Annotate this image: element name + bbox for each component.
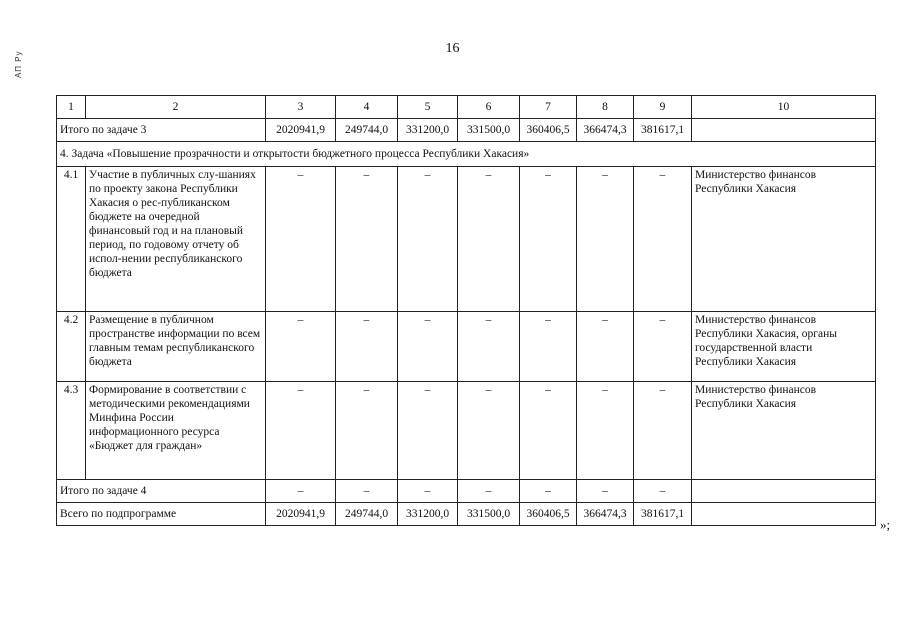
budget-table bbox=[56, 95, 876, 526]
table-row bbox=[57, 312, 876, 382]
header-row bbox=[57, 96, 876, 119]
column-header: 2 bbox=[86, 96, 266, 119]
row-label: Итого по задаче 4 bbox=[57, 480, 266, 503]
value-cell: – bbox=[458, 312, 520, 382]
value-cell: 366474,3 bbox=[577, 119, 634, 142]
value-cell: – bbox=[398, 480, 458, 503]
value-cell: 381617,1 bbox=[634, 119, 692, 142]
row-number: 4.3 bbox=[57, 382, 86, 480]
value-cell: – bbox=[634, 312, 692, 382]
value-cell: – bbox=[577, 382, 634, 480]
column-header: 10 bbox=[692, 96, 876, 119]
value-cell: – bbox=[398, 382, 458, 480]
value-cell: – bbox=[634, 382, 692, 480]
row-label: Всего по подпрограмме bbox=[57, 503, 266, 526]
value-cell: 2020941,9 bbox=[266, 119, 336, 142]
value-cell: – bbox=[458, 480, 520, 503]
total-task4-row bbox=[57, 480, 876, 503]
value-cell: 2020941,9 bbox=[266, 503, 336, 526]
value-cell: – bbox=[266, 480, 336, 503]
executor-cell bbox=[692, 480, 876, 503]
closing-quote: »; bbox=[880, 517, 891, 532]
task4-title-row bbox=[57, 142, 876, 167]
column-header: 6 bbox=[458, 96, 520, 119]
value-cell: 331500,0 bbox=[458, 503, 520, 526]
value-cell: – bbox=[458, 382, 520, 480]
task-title: 4. Задача «Повышение прозрачности и открытости бюджетного процесса Республики Хакасия» bbox=[57, 142, 876, 167]
row-label: Итого по задаче 3 bbox=[57, 119, 266, 142]
column-header: 9 bbox=[634, 96, 692, 119]
value-cell: 249744,0 bbox=[336, 119, 398, 142]
value-cell: – bbox=[634, 167, 692, 312]
value-cell: – bbox=[577, 312, 634, 382]
activity-name: Участие в публичных слу-шаниях по проекту закона Республики Хакасия о рес-публиканском бюджете на очередной финансовый год и на плановый период, по годовому отчету об испол-нении республиканского бюджета bbox=[86, 167, 266, 312]
value-cell: – bbox=[520, 312, 577, 382]
value-cell: – bbox=[520, 480, 577, 503]
value-cell: 249744,0 bbox=[336, 503, 398, 526]
value-cell: – bbox=[520, 382, 577, 480]
value-cell: – bbox=[634, 480, 692, 503]
value-cell: – bbox=[577, 167, 634, 312]
value-cell: 331200,0 bbox=[398, 119, 458, 142]
activity-name: Размещение в публичном пространстве информации по всем главным темам республиканского бюджета bbox=[86, 312, 266, 382]
value-cell: – bbox=[577, 480, 634, 503]
row-number: 4.1 bbox=[57, 167, 86, 312]
value-cell: – bbox=[336, 382, 398, 480]
row-number: 4.2 bbox=[57, 312, 86, 382]
value-cell: – bbox=[336, 167, 398, 312]
value-cell: – bbox=[458, 167, 520, 312]
table-row bbox=[57, 167, 876, 312]
table-row bbox=[57, 382, 876, 480]
executor-cell bbox=[692, 119, 876, 142]
activity-name: Формирование в соответствии с методическими рекомендациями Минфина России информационного ресурса «Бюджет для граждан» bbox=[86, 382, 266, 480]
total-subprogram-row bbox=[57, 503, 876, 526]
column-header: 3 bbox=[266, 96, 336, 119]
side-mark: АП Ру bbox=[14, 50, 23, 78]
value-cell: – bbox=[266, 382, 336, 480]
value-cell: 360406,5 bbox=[520, 119, 577, 142]
column-header: 5 bbox=[398, 96, 458, 119]
value-cell: – bbox=[398, 312, 458, 382]
value-cell: – bbox=[266, 167, 336, 312]
executor-cell bbox=[692, 503, 876, 526]
value-cell: – bbox=[398, 167, 458, 312]
executor-cell: Министерство финансов Республики Хакасия bbox=[692, 167, 876, 312]
value-cell: 381617,1 bbox=[634, 503, 692, 526]
column-header: 1 bbox=[57, 96, 86, 119]
value-cell: – bbox=[520, 167, 577, 312]
executor-cell: Министерство финансов Республики Хакасия bbox=[692, 382, 876, 480]
value-cell: 331200,0 bbox=[398, 503, 458, 526]
value-cell: – bbox=[336, 480, 398, 503]
column-header: 4 bbox=[336, 96, 398, 119]
executor-cell: Министерство финансов Республики Хакасия, органы государственной власти Республики Хакасия bbox=[692, 312, 876, 382]
page-number: 16 bbox=[445, 41, 460, 56]
value-cell: 331500,0 bbox=[458, 119, 520, 142]
column-header: 8 bbox=[577, 96, 634, 119]
value-cell: 360406,5 bbox=[520, 503, 577, 526]
value-cell: – bbox=[336, 312, 398, 382]
value-cell: 366474,3 bbox=[577, 503, 634, 526]
total-task3-row bbox=[57, 119, 876, 142]
column-header: 7 bbox=[520, 96, 577, 119]
value-cell: – bbox=[266, 312, 336, 382]
